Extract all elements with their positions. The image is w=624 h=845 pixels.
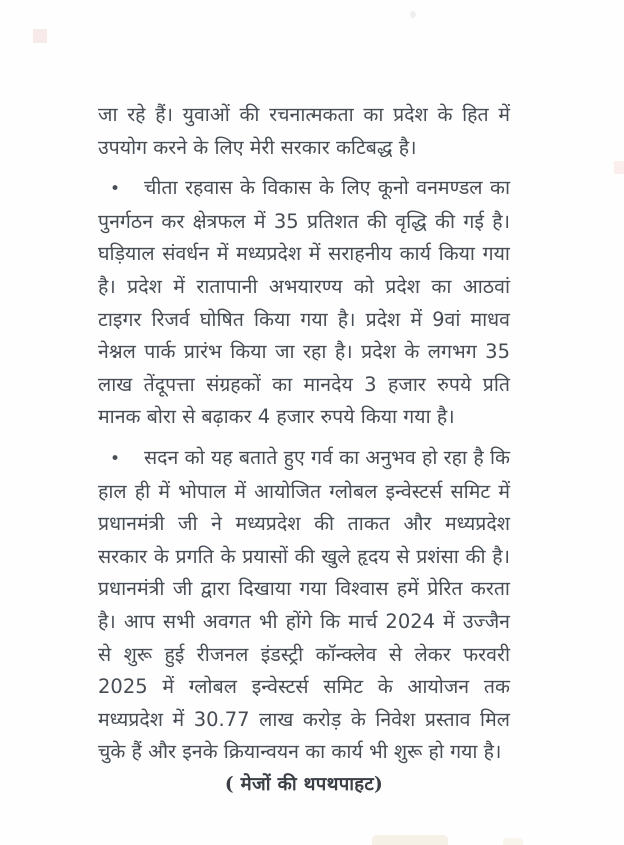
scan-artifact-right-edge	[614, 161, 624, 174]
bullet-icon: •	[110, 448, 121, 469]
bullet-icon: •	[110, 179, 121, 200]
stage-direction-caption: ( मेजों की थपथपाहट)	[224, 773, 384, 795]
paragraph-continuation: जा रहे हैं। युवाओं की रचनात्मकता का प्रदेश के हित में उपयोग करने के लिए मेरी सरकार कटिबद्ध है।	[98, 103, 510, 159]
bullet-paragraph-investors-summit-text: सदन को यह बताते हुए गर्व का अनुभव हो रहा है कि हाल ही में भोपाल में आयोजित ग्लोबल इन्वेस्टर्स समिट में प्रधानमंत्री जी ने मध्यप्रदेश की ताकत और मध्यप्रदेश सरकार के प्रगति के प्रयासों की खुले हृदय से प्रशंसा की है। प्रधानमंत्री जी द्वारा दिखाया गया विश्वास हमें प्रेरित करता है। आप सभी अवगत भी होंगे कि मार्च 2024 में उज्जैन से शुरू हुई रीजनल इंडस्ट्री कॉन्क्लेव से लेकर फरवरी 2025 में ग्लोबल इन्वेस्टर्स समिट के आयोजन तक मध्यप्रदेश में 30.77 लाख करोड़ के निवेश प्रस्ताव मिल चुके हैं और इनके क्रियान्वयन का कार्य भी शुरू हो गया है।	[98, 445, 510, 764]
scan-artifact-bottom-smudge-small	[503, 838, 523, 845]
scan-artifact-speck	[410, 11, 416, 18]
scan-artifact-bottom-smudge	[372, 835, 448, 845]
scan-artifact-pink-square	[33, 29, 47, 43]
bullet-paragraph-wildlife	[98, 172, 510, 434]
bullet-paragraph-wildlife-text: चीता रहवास के विकास के लिए कूनो वनमण्डल का पुनर्गठन कर क्षेत्रफल में 35 प्रतिशत की वृद्धि की गई है। घड़ियाल संवर्धन में मध्यप्रदेश में सराहनीय कार्य किया गया है। प्रदेश में रातापानी अभयारण्य को प्रदेश का आठवां टाइगर रिजर्व घोषित किया गया है। प्रदेश में 9वां माधव नेश्नल पार्क प्रारंभ किया जा रहा है। प्रदेश के लगभग 35 लाख तेंदूपत्ता संग्रहकों का मानदेय 3 हजार रुपये प्रति मानक बोरा से बढ़ाकर 4 हजार रुपये किया गया है।	[98, 176, 510, 429]
speech-text-block	[98, 99, 510, 801]
bullet-paragraph-investors-summit	[98, 442, 510, 769]
